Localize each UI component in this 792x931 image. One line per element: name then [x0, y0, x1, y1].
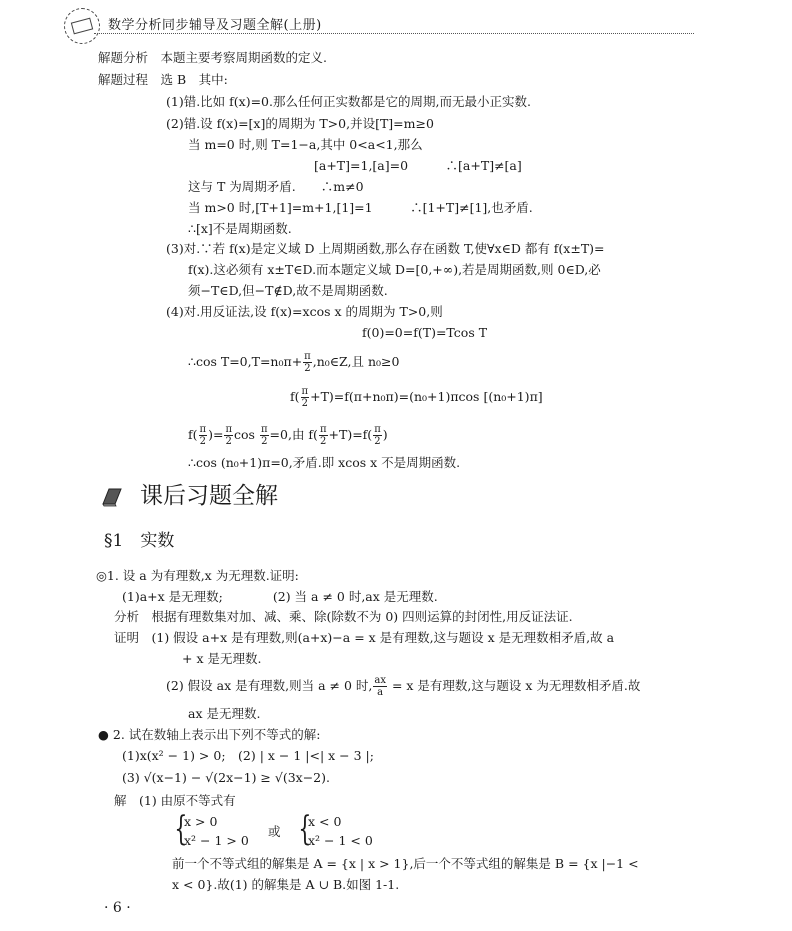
- or-label: 或: [268, 824, 281, 839]
- text-line: (2) 假设 ax 是有理数,则当 a ≠ 0 时, $\frac{ax}{a}$ = x 是有理数,这与题设 x 为无理数相矛盾.故: [166, 675, 641, 698]
- text-line: (1)x(x² − 1) > 0; (2) | x − 1 |<| x − 3 |;: [122, 748, 374, 763]
- analysis-line: 解题分析 本题主要考察周期函数的定义.: [98, 50, 327, 65]
- header-title: 数学分析同步辅导及习题全解(上册): [108, 18, 322, 33]
- brace-icon: {: [174, 809, 188, 849]
- brace-icon: {: [298, 809, 312, 849]
- book-icon: [100, 486, 124, 508]
- inequality: x > 0: [184, 814, 218, 829]
- inequality: x < 0: [308, 814, 342, 829]
- subsection-title: §1 实数: [104, 531, 175, 551]
- text-line: ∴[x]不是周期函数.: [188, 221, 292, 236]
- process-line: 解题过程 选 B 其中:: [98, 72, 228, 87]
- exercise-line: ◎1. 设 a 为有理数,x 为无理数.证明:: [96, 568, 299, 583]
- header-divider: [94, 33, 694, 34]
- section-title: 课后习题全解: [140, 483, 278, 509]
- text-line: (3)对.∵若 f(x)是定义域 D 上周期函数,那么存在函数 T,使∀x∈D 都有 f(x±T)=: [166, 241, 605, 256]
- text-line: 当 m>0 时,[T+1]=m+1,[1]=1 ∴[1+T]≠[1],也矛盾.: [188, 200, 533, 215]
- text-line: 分析 根据有理数集对加、减、乘、除(除数不为 0) 四则运算的封闭性,用反证法证.: [114, 609, 573, 624]
- text-line: (1)错.比如 f(x)=0.那么任何正实数都是它的周期,而无最小正实数.: [166, 94, 531, 109]
- text-line: f(x).这必须有 x±T∈D.而本题定义域 D=[0,+∞),若是周期函数,则 0∈D,必: [188, 262, 601, 277]
- inequality: x² − 1 > 0: [184, 833, 249, 848]
- text-line: + x 是无理数.: [182, 651, 262, 666]
- text-line: 前一个不等式组的解集是 A = {x | x > 1},后一个不等式组的解集是 B = {x |−1 <: [172, 856, 639, 871]
- text-line: (3) √(x−1) − √(2x−1) ≥ √(3x−2).: [122, 770, 330, 785]
- exercise-line: ● 2. 试在数轴上表示出下列不等式的解:: [98, 727, 321, 742]
- text-line: (4)对.用反证法,设 f(x)=xcos x 的周期为 T>0,则: [166, 304, 443, 319]
- formula-line: ∴cos T=0,T=n₀π+ $\frac{\pi}{2}$ ,n₀∈Z,且 n₀≥0: [188, 351, 400, 374]
- text-line: 这与 T 为周期矛盾. ∴m≠0: [188, 179, 364, 194]
- inequality: x² − 1 < 0: [308, 833, 373, 848]
- text-line: 解 (1) 由原不等式有: [114, 793, 236, 808]
- text-line: 当 m=0 时,则 T=1−a,其中 0<a<1,那么: [188, 137, 423, 152]
- page-number: · 6 ·: [104, 900, 131, 916]
- text-line: (1)a+x 是无理数; (2) 当 a ≠ 0 时,ax 是无理数.: [122, 589, 438, 604]
- formula-line: f(0)=0=f(T)=Tcos T: [362, 325, 488, 340]
- text-line: [a+T]=1,[a]=0 ∴[a+T]≠[a]: [314, 158, 522, 173]
- formula-line: f( $\frac{\pi}{2}$ )= $\frac{\pi}{2}$ cos $\frac{\pi}{2}$ =0,由 f( $\frac{\pi}{2}$ +T)=f( $\frac{\pi}{2}$ ): [188, 424, 388, 447]
- text-line: ax 是无理数.: [188, 706, 261, 721]
- text-line: ∴cos (n₀+1)π=0,矛盾.即 xcos x 不是周期函数.: [188, 455, 461, 470]
- text-line: 须−T∈D,但−T∉D,故不是周期函数.: [188, 283, 388, 298]
- formula-line: f( $\frac{\pi}{2}$ +T)=f(π+n₀π)=(n₀+1)πcos [(n₀+1)π]: [290, 386, 543, 409]
- book-logo-icon: [64, 8, 100, 44]
- text-line: x < 0}.故(1) 的解集是 A ∪ B.如图 1-1.: [172, 877, 400, 892]
- text-line: (2)错.设 f(x)=[x]的周期为 T>0,并设[T]=m≥0: [166, 116, 434, 131]
- text-line: 证明 (1) 假设 a+x 是有理数,则(a+x)−a = x 是有理数,这与题设 x 是无理数相矛盾,故 a: [114, 630, 615, 645]
